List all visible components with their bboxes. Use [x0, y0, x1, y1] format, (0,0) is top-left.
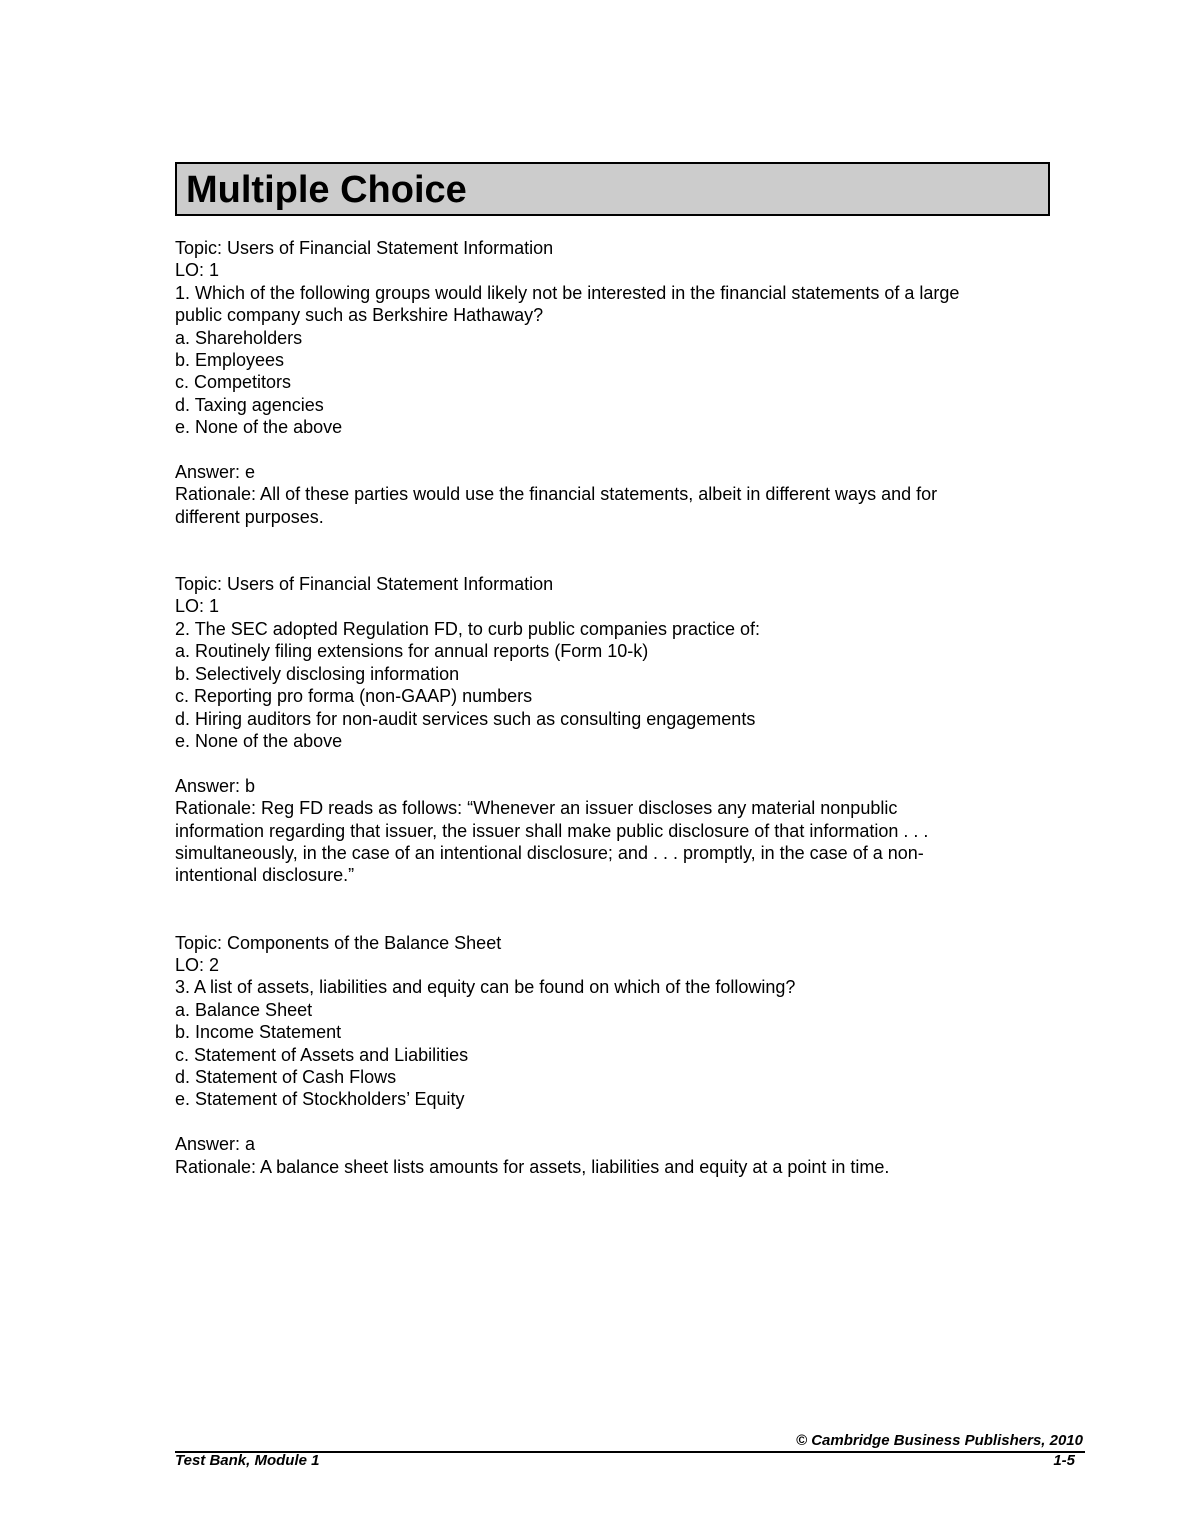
- option-b: b. Selectively disclosing information: [175, 663, 460, 684]
- option-b: b. Employees: [175, 350, 285, 371]
- footer-module-label: Test Bank, Module 1: [175, 1452, 320, 1469]
- footer-bar: [175, 1452, 1075, 1470]
- section-heading: Multiple Choice: [186, 169, 467, 211]
- option-e: e. None of the above: [175, 730, 343, 751]
- rationale-line: simultaneously, in the case of an intentional disclosure; and . . . promptly, in the case of a non-: [175, 842, 924, 863]
- rationale-line: Rationale: Reg FD reads as follows: “Whenever an issuer discloses any material nonpublic: [175, 798, 898, 819]
- rationale-line: intentional disclosure.”: [175, 865, 355, 886]
- question-topic: Topic: Users of Financial Statement Information: [175, 574, 554, 595]
- answer-line: Answer: b: [175, 775, 256, 796]
- questions-content: [175, 237, 1055, 1178]
- footer-copyright: © Cambridge Business Publishers, 2010: [796, 1432, 1083, 1449]
- option-d: d. Hiring auditors for non-audit services such as consulting engagements: [175, 708, 756, 729]
- option-a: a. Shareholders: [175, 327, 303, 348]
- option-c: c. Statement of Assets and Liabilities: [175, 1044, 469, 1065]
- option-d: d. Statement of Cash Flows: [175, 1066, 397, 1087]
- option-b: b. Income Statement: [175, 1022, 342, 1043]
- question-text-line: 3. A list of assets, liabilities and equity can be found on which of the following?: [175, 977, 796, 998]
- footer-page-number: 1-5: [1053, 1452, 1075, 1469]
- option-d: d. Taxing agencies: [175, 394, 324, 415]
- option-e: e. Statement of Stockholders’ Equity: [175, 1089, 465, 1110]
- question-block-3: [175, 932, 1055, 1178]
- question-lo: LO: 2: [175, 954, 220, 975]
- question-lo: LO: 1: [175, 260, 220, 281]
- section-heading-box: [175, 162, 1050, 216]
- rationale-line: Rationale: A balance sheet lists amounts for assets, liabilities and equity at a point in time.: [175, 1156, 890, 1177]
- question-block-2: [175, 573, 1055, 887]
- answer-line: Answer: a: [175, 1134, 256, 1155]
- option-a: a. Routinely filing extensions for annual reports (Form 10-k): [175, 641, 649, 662]
- answer-line: Answer: e: [175, 462, 256, 483]
- option-c: c. Competitors: [175, 372, 292, 393]
- question-lo: LO: 1: [175, 596, 220, 617]
- option-e: e. None of the above: [175, 417, 343, 438]
- option-c: c. Reporting pro forma (non-GAAP) numbers: [175, 686, 533, 707]
- rationale-line: different purposes.: [175, 506, 324, 527]
- rationale-line: information regarding that issuer, the issuer shall make public disclosure of that information . . .: [175, 820, 929, 841]
- rationale-line: Rationale: All of these parties would use the financial statements, albeit in different ways and for: [175, 484, 938, 505]
- question-topic: Topic: Components of the Balance Sheet: [175, 932, 502, 953]
- question-text-line: public company such as Berkshire Hathaway?: [175, 305, 544, 326]
- question-block-1: [175, 237, 1055, 528]
- question-text-line: 2. The SEC adopted Regulation FD, to curb public companies practice of:: [175, 618, 760, 639]
- option-a: a. Balance Sheet: [175, 999, 313, 1020]
- question-text-line: 1. Which of the following groups would likely not be interested in the financial statements of a large: [175, 282, 960, 303]
- question-topic: Topic: Users of Financial Statement Information: [175, 238, 554, 258]
